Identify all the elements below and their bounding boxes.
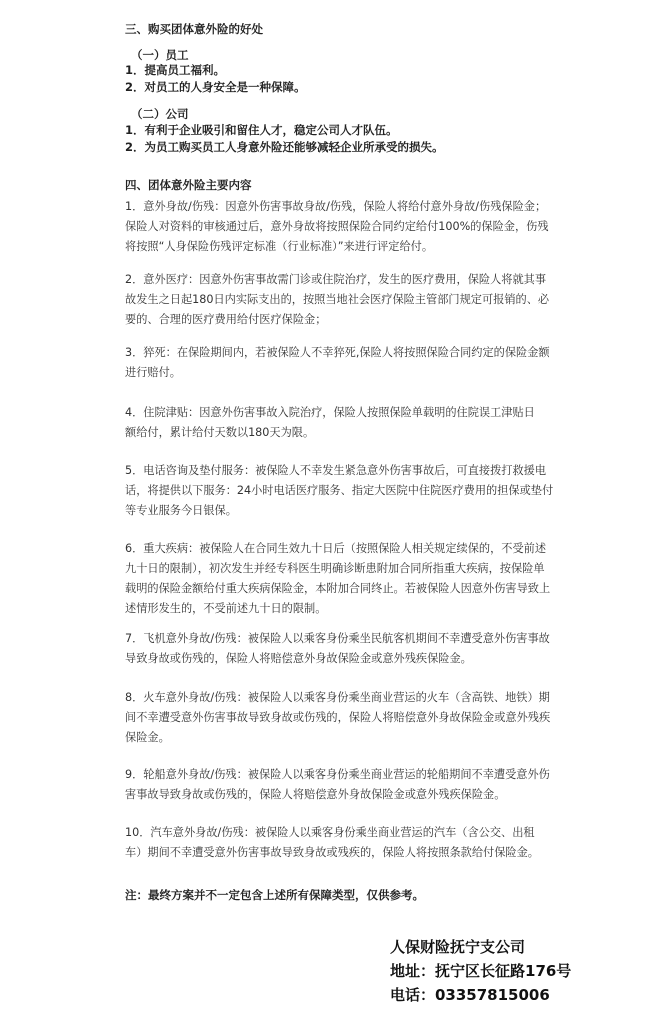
disclaimer-note: 注：最终方案并不一定包含上述所有保障类型，仅供参考。 — [125, 888, 424, 902]
paragraph-line: 将按照“人身保险伤残评定标准（行业标准）”来进行评定给付。 — [125, 240, 434, 253]
paragraph-line: 间不幸遭受意外伤害事故导致身故或伤残的，保险人将赔偿意外身故保险金或意外残疾 — [125, 711, 551, 724]
paragraph-line: 8．火车意外身故/伤残：被保险人以乘客身份乘坐商业营运的火车（含高铁、地铁）期 — [125, 691, 550, 704]
paragraph-line: 5．电话咨询及垫付服务：被保险人不幸发生紧急意外伤害事故后，可直接拨打救援电 — [125, 464, 547, 477]
paragraph-line: 额给付，累计给付天数以180天为限。 — [125, 426, 315, 439]
content-paragraph-4 — [125, 403, 555, 443]
paragraph-line: 等专业服务今日银保。 — [125, 504, 237, 517]
paragraph-line: 进行赔付。 — [125, 366, 181, 379]
paragraph-line: 3．猝死：在保险期间内，若被保险人不幸猝死,保险人将按照保险合同约定的保险金额 — [125, 346, 550, 359]
employee-item-2: 2．对员工的人身安全是一种保障。 — [125, 80, 306, 94]
content-paragraph-2 — [125, 270, 555, 330]
company-item-1: 1．有利于企业吸引和留住人才，稳定公司人才队伍。 — [125, 123, 398, 137]
employee-item-1: 1．提高员工福利。 — [125, 63, 226, 77]
paragraph-line: 故发生之日起180日内实际支出的，按照当地社会医疗保险主管部门规定可报销的、必 — [125, 293, 550, 306]
signature-phone: 电话：03357815006 — [390, 986, 550, 1004]
paragraph-line: 载明的保险金额给付重大疾病保险金，本附加合同终止。若被保险人因意外伤害导致上 — [125, 582, 551, 595]
paragraph-line: 车）期间不幸遭受意外伤害事故导致身故或残疾的，保险人将按照条款给付保险金。 — [125, 846, 539, 859]
paragraph-line: 9．轮船意外身故/伤残：被保险人以乘客身份乘坐商业营运的轮船期间不幸遭受意外伤 — [125, 768, 550, 781]
paragraph-line: 2．意外医疗：因意外伤害事故需门诊或住院治疗，发生的医疗费用，保险人将就其事 — [125, 273, 547, 286]
content-paragraph-8 — [125, 688, 555, 748]
paragraph-line: 10．汽车意外身故/伤残：被保险人以乘客身份乘坐商业营运的汽车（含公交、出租 — [125, 826, 535, 839]
paragraph-line: 7．飞机意外身故/伤残：被保险人以乘客身份乘坐民航客机期间不幸遭受意外伤害事故 — [125, 632, 550, 645]
paragraph-line: 害事故导致身故或伤残的，保险人将赔偿意外身故保险金或意外残疾保险金。 — [125, 788, 506, 801]
paragraph-line: 保险金。 — [125, 731, 170, 744]
paragraph-line: 6．重大疾病：被保险人在合同生效九十日后（按照保险人相关规定续保的，不受前述 — [125, 542, 547, 555]
paragraph-line: 述情形发生的，不受前述九十日的限制。 — [125, 602, 327, 615]
employee-heading: （一）员工 — [131, 48, 189, 62]
content-paragraph-10 — [125, 823, 555, 863]
paragraph-line: 话，将提供以下服务：24小时电话医疗服务、指定大医院中住院医疗费用的担保或垫付 — [125, 484, 554, 497]
content-paragraph-3 — [125, 343, 555, 383]
signature-address: 地址：抚宁区长征路176号 — [390, 962, 572, 980]
content-paragraph-1 — [125, 197, 555, 257]
signature-company: 人保财险抚宁支公司 — [390, 938, 526, 956]
paragraph-line: 1．意外身故/伤残：因意外伤害事故身故/伤残，保险人将给付意外身故/伤残保险金； — [125, 200, 547, 213]
paragraph-line: 导致身故或伤残的，保险人将赔偿意外身故保险金或意外残疾保险金。 — [125, 652, 472, 665]
content-paragraph-7 — [125, 629, 555, 669]
paragraph-line: 4．住院津贴：因意外伤害事故入院治疗，保险人按照保险单载明的住院误工津贴日 — [125, 406, 535, 419]
section3-title: 三、购买团体意外险的好处 — [125, 22, 263, 36]
content-paragraph-6 — [125, 539, 555, 619]
company-item-2: 2．为员工购买员工人身意外险还能够减轻企业所承受的损失。 — [125, 140, 444, 154]
section4-title: 四、团体意外险主要内容 — [125, 178, 252, 192]
paragraph-line: 保险人对资料的审核通过后，意外身故将按照保险合同约定给付100%的保险金，伤残 — [125, 220, 549, 233]
paragraph-line: 要的、合理的医疗费用给付医疗保险金； — [125, 313, 327, 326]
content-paragraph-5 — [125, 461, 555, 521]
paragraph-line: 九十日的限制），初次发生并经专科医生明确诊断患附加合同所指重大疾病，按保险单 — [125, 562, 545, 575]
company-heading: （二）公司 — [131, 107, 189, 121]
content-paragraph-9 — [125, 765, 555, 805]
